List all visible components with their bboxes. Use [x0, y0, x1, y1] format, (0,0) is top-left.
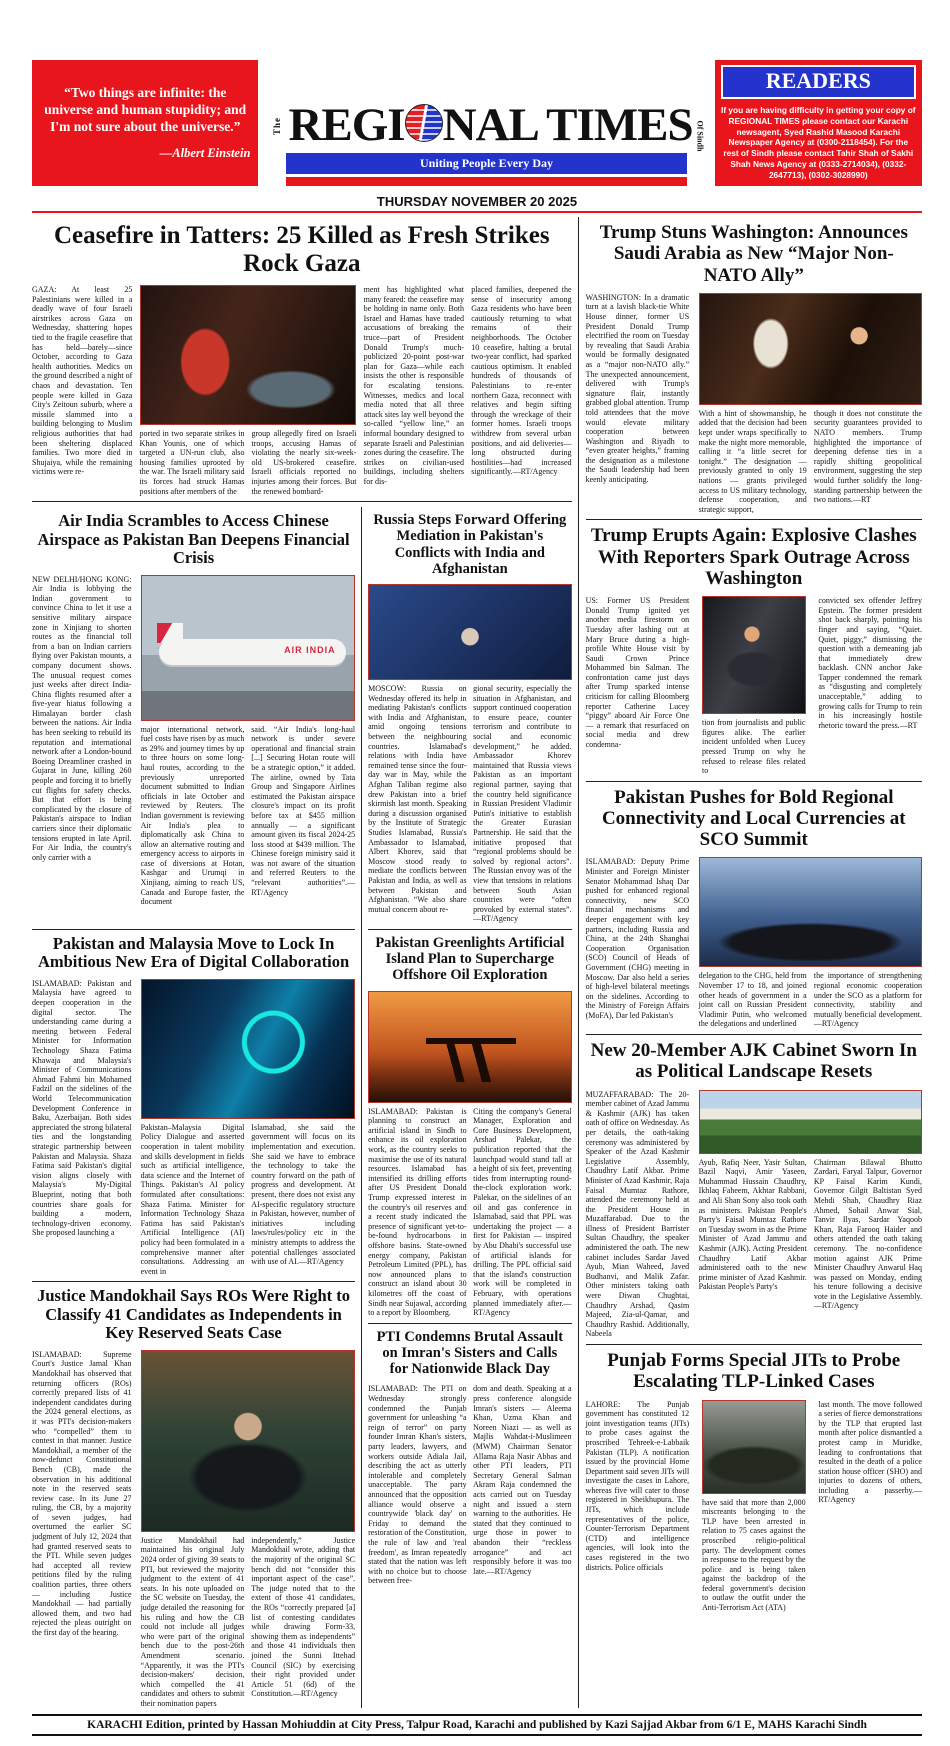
article-gaza — [32, 222, 572, 496]
body-column: NEW DELHI/HONG KONG: Air India is lobbying the Indian government to convince China to let it use a sensitive military airspace zone in Xinjiang to shorten routes as the financial toll from a ban on Indian carriers flying over Pakistan mounts, a company document shows. The unusual request comes just weeks after direct India-China flights resumed after a five-year hiatus following a Himalayan border clash between the nations. Air India has been seeking to rebuild its reputation and international network after a London-bound Boeing Dreamliner crashed in Gujarat in June, killing 260 people and forcing it to briefly cut flights for safety checks. But that effort is being complicated by the closure of Pakistan's airspace to Indian carriers since their diplomatic tensions erupted in late April. For Air India, the country's only carrier with a — [32, 574, 132, 862]
body-column: ISLAMABAD: Deputy Prime Minister and Foreign Minister Senator Mohammad Ishaq Dar pushed for enhanced regional connectivity, new SCO financial mechanisms and deeper engagement with key partners, including Russia and China, at the 24th Shanghai Cooperation Organisation (SCO) Council of Heads of Government (CHG) meeting in Moscow. Dar also held a series of high-level bilateral meetings on the sidelines. According to the Ministry of Foreign Affairs (MoFA), Dar led Pakistan's — [585, 857, 690, 1020]
masthead — [268, 60, 704, 186]
pumpjack-silhouette — [426, 1038, 517, 1082]
section-rule — [586, 1344, 922, 1345]
body-column: Chairman Bilawal Bhutto Zardari, Faryal Talpur, Governor KP Faisal Karim Kundi, Governor Gilgit Baltistan Syed Mehdi Shah, Chaudhry Riaz Ahmed, Sohail Anwar Sial, Tanvir Ilyas, Sardar Yaqoob Khan, Raja Farooq Haider and others attended the oath taking ceremony. The no-confidence motion against AJK Prime Minister Chaudhry Anwarul Haq was passed on Monday, ending his tenure following a decisive vote in the Legislative Assembly.—RT/Agency — [813, 1157, 922, 1311]
newspaper-logo — [268, 99, 705, 152]
body-column: ISLAMABAD: Supreme Court's Justice Jamal Khan Mandokhail has observed that returning officers (ROs) correctly prepared lists of 41 independent candidates during the 2024 general elections, as it was PTI's decision-makers who “compelled” them to contest in that manner. Justice Mandokhail, a member of the now-defunct Constitutional Bench (CB), made the observation in his additional note in the reserved seats review case. In its June 27 ruling, the CB, by a majority of seven judges, had overturned the earlier SC judgment of July 12, 2024 that had granted reserved seats to the PTI. While seven judges had accepted all review petitions filed by the ruling coalition parties, three others — including Justice Mandokhail — had partially allowed them, and two had rejected the pleas outright on the first day of the hearing. — [32, 1349, 132, 1637]
section-rule — [586, 1034, 922, 1035]
body-column: major international network, fuel costs have risen by as much as 29% and journey times by up to three hours on some long-haul routes, according to the previously unreported document submitted to Indian officials in late October and reviewed by Reuters. The Indian government is reviewing Air India's plea to diplomatically ask China to allow an alternative routing and emergency access to airports in case of diversions at Hotan, Kashgar and Urumqi in Xinjiang, aiming to reach US, Canada and Europe faster, the document — [140, 724, 245, 907]
article-punjab-jits — [586, 1350, 922, 1613]
body-column: MOSCOW: Russia on Wednesday offered its help in mediating Pakistan's conflicts with India and Afghanistan, amid ongoing tensions between the neighbouring countries. Islamabad's relations with India have remained tense since the four-day war in May, while the Afghan Taliban regime also drew Pakistan into a brief skirmish last month. Speaking during a discussion organised by the Institute of Strategic Studies Islamabad, Russia's Ambassador to Islamabad, Albert Khorev, said that Moscow stood ready to mediate the conflicts between Pakistan and India, as well as between Pakistan and Afghanistan. “We also share mutual concern about re- — [368, 684, 467, 914]
readers-title: READERS — [721, 65, 916, 99]
article-pti-black-day — [368, 1329, 571, 1586]
left-section — [32, 217, 578, 1708]
globe-icon — [405, 104, 443, 142]
section-rule — [368, 929, 571, 930]
headline-pti: PTI Condemns Brutal Assault on Imran's Sisters and Calls for Nationwide Black Day — [376, 1328, 564, 1378]
body-column: ISLAMABAD: The PTI on Wednesday strongly condemned the Punjab government for unleashing “a reign of terror” on party founder Imran Khan's sisters, party leaders, lawyers, and workers outside Adiala Jail, describing the act as utterly intolerable and completely unacceptable. The party announced that the opposition alliance would observe a countrywide 'black day' on Friday to demand the restoration of the Constitution, the rule of law and 'real freedom', as Imran repeatedly stated that the nation was left with no choice but to choose between free- — [368, 1384, 467, 1586]
riot-police-photo — [702, 1400, 806, 1494]
article-trump-reporters — [586, 525, 922, 775]
date-rule — [32, 211, 922, 213]
body-column: tion from journalists and public figures alike. The earlier incident unfolded when Lucey pressed Trump on why he refused to release files related to — [701, 718, 806, 776]
imprint-line: KARACHI Edition, printed by Hassan Mohiuddin at City Press, Talpur Road, Karachi and published by Kazi Sajjad Akbar from 6/1 E, MAHS Karachi Sindh — [32, 1714, 922, 1736]
body-column: GAZA: At least 25 Palestinians were killed in a deadly wave of four Israeli airstrikes across Gaza on Wednesday, shattering hopes tied to the fragile ceasefire that has held—barely—since October, according to Gaza health authorities. Medics on the ground described a night of chaos and devastation. Ten people were killed in Gaza City's Zeitoun suburb, where a missile slammed into a building belonging to Muslim religious authorities that had been sheltering displaced families. Two more died in Shujaiya, while the remaining victims were re- — [32, 285, 133, 477]
page-content — [32, 217, 922, 1708]
article-trump-saudi — [586, 222, 922, 514]
trump-press-photo — [702, 596, 806, 714]
section-rule — [32, 929, 355, 930]
oil-pumpjack-photo — [368, 991, 571, 1103]
body-column: Justice Mandokhail had maintained his original July 2024 order of giving 39 seats to PTI, but reviewed the majority judgment to the extent of 41 seats. In his note uploaded on the SC website on Tuesday, the judge detailed the reasoning for his ruling and how the CB could not include all judges who were part of the original bench due to the post-26th Amendment scenario. “Apparently, it was the PTI's decision-makers' decision, which compelled the 41 candidates and others to submit their nomination papers — [140, 1535, 245, 1708]
body-column: ported in two separate strikes in Khan Younis, one of which targeted a UN-run club, also housing families uprooted by the war. The Israeli military said its forces had struck Hamas positions after members of the — [139, 429, 245, 496]
right-section — [578, 217, 922, 1708]
headline-pak-malaysia: Pakistan and Malaysia Move to Lock In Ambitious New Era of Digital Collaboration — [37, 933, 350, 972]
quote-author: —Albert Einstein — [159, 145, 251, 160]
section-rule — [586, 781, 922, 782]
headline-punjab: Punjab Forms Special JITs to Probe Escalating TLP-Linked Cases — [607, 1350, 901, 1393]
quote-box — [32, 60, 258, 186]
article-air-india — [32, 512, 355, 907]
headline-offshore: Pakistan Greenlights Artificial Island Plan to Supercharge Offshore Oil Exploration — [375, 934, 565, 984]
article-russia-mediation — [368, 512, 571, 924]
headline-air-india: Air India Scrambles to Access Chinese Airspace as Pakistan Ban Deepens Financial Crisis — [37, 511, 350, 568]
section-rule — [586, 519, 922, 520]
body-column: placed families, deepened the sense of insecurity among Gaza residents who have been cautiously returning to what remains of their neighborhoods. The October 10 ceasefire, halting a brutal two-year conflict, had sparked cautious optimism. It enabled hundreds of thousands of Palestinians to re-enter northern Gaza, reconnect with relatives and begin sifting through the wreckage of their former homes. Israeli troops withdrew from several urban positions, and aid deliveries—long obstructed during hostilities—had increased significantly.—RT/Agency — [471, 285, 572, 477]
body-column: though it does not constitute the security guarantees provided to NATO members. Trump highlighted the importance of deepening defense ties in a rapidly shifting geopolitical environment, suggesting the step would further solidify the long-standing partnership between the two nations.—RT — [813, 408, 922, 505]
headline-sco: Pakistan Pushes for Bold Regional Connectivity and Local Currencies at SCO Summit — [601, 786, 906, 851]
headline-mandokhail: Justice Mandokhail Says ROs Were Right to Classify 41 Candidates as Independents in Key Reserved Seats Case — [37, 1286, 351, 1343]
plane-livery-text: AIR INDIA — [284, 644, 336, 655]
logo-the-label: The — [272, 116, 283, 135]
tagline-bar: Uniting People Every Day — [286, 153, 687, 174]
body-column: the importance of strengthening regional economic cooperation under the SCO as a platform for connectivity, stability and mutually beneficial development.—RT/Agency — [813, 971, 922, 1029]
headline-russia: Russia Steps Forward Offering Mediation in Pakistan's Conflicts with India and Afghanistan — [373, 512, 567, 577]
masthead-bar — [32, 60, 922, 186]
body-column: WASHINGTON: In a dramatic turn at a lavish black-tie White House dinner, former US President Donald Trump electrified the room on Tuesday by revealing that Saudi Arabia would be formally designated as a “major non-NATO ally.” The unexpected announcement, delivered with Trump's signature flair, instantly grabbed global attention. Trump told attendees that the move would elevate military cooperation between Washington and Riyadh to “even greater heights,” framing the designation as a milestone the Saudi leadership had been keenly anticipating. — [585, 292, 690, 485]
article-ajk-cabinet — [586, 1040, 922, 1339]
body-column: gional security, especially the situation in Afghanistan, and support continued cooperation to ensure peace, counter terrorism and contribute to social and economic development,” he added. Ambassador Khorev maintained that Russia views Pakistan as an important regional partner, saying that the country held significance in Russian President Vladimir Putin's initiative to establish the Greater Eurasian Partnership. He said that the initiative proposed that “regional problems should be solved by regional actors”. The Russian envoy was of the view that tensions in relations between South Asian countries were “often provoked by external states”.—RT/Agency — [473, 684, 572, 924]
logo-of-sindh-label: Of Sindh — [695, 120, 705, 152]
body-column: independently,” Justice Mandokhail wrote, adding that the majority of the original SC bench did not “consider this important aspect of the case”. The judge noted that to the extent of those 41 candidates, the ROs “correctly prepared [a] list of contesting candidates while drawing Form-33, showing them as independents” and those 41 individuals then joined the Sunni Ittehad Council (SIC) by exercising their right provided under Article 51 (6d) of the Constitution.—RT/Agency — [251, 1535, 356, 1699]
body-column: Ayub, Rafiq Neer, Yasir Sultan, Bazil Naqvi, Amir Yaseen, Muhammad Hussain Chaudhry, Ikhlaq Faheem, Akhtar Rabbani, and Ali Shan Sony also took oath as ministers. Pakistan People's Party's Faisal Mumtaz Rathore on Tuesday sworn in as the Prime Minister of Azad Jammu and Kashmir (AJK). Acting President Chaudhry Latif Akbar administered oath to the new prime minister of Azad Kashmir. Pakistan People's Party's — [698, 1157, 807, 1292]
headline-trump-saudi: Trump Stuns Washington: Announces Saudi Arabia as New “Major Non-NATO Ally” — [599, 222, 908, 286]
article-offshore-oil — [368, 935, 571, 1318]
body-column: US: Former US President Donald Trump ignited yet another media firestorm on Tuesday after lashing out at Mary Bruce during a high-profile White House visit by Saudi Crown Prince Mohammed bin Salman. The confrontation came just days after Trump sparked intense criticism for calling Bloomberg reporter Catherine Lucey “piggy” aboard Air Force One — a remark that resurfaced on social media and drew condemna- — [585, 596, 690, 750]
body-column: With a hint of showmanship, he added that the decision had been kept under wraps specifically to make the night more memorable, calling it “a little secret for tonight.” The designation — previously granted to only 19 nations — grants privileged access to US military technology, defense cooperation, and strategic support, — [698, 408, 807, 514]
body-column: ISLAMABAD: Pakistan and Malaysia have agreed to deepen cooperation in the digital sector. The understanding came during a meeting between Federal Minister for Information Technology Shaza Fatima Khawaja and Malaysia's Minister of Communications Ahmad Fahmi bin Mohamed Fadzil on the sidelines of the World Telecommunication Development Conference in Baku, Azerbaijan. Both sides appreciated the strong bilateral ties and the longstanding strategic partnership between Pakistan and Malaysia. Shaza Fatima said Pakistan's digital vision aligns closely with Malaysia's My-Digital Blueprint, noting that both countries share goals for building a modern, technology-driven economy. She proposed launching a — [32, 978, 132, 1238]
article-mandokhail — [32, 1287, 355, 1708]
readers-text: If you are having difficulty in getting your copy of REGIONAL TIMES please contact our Karachi newsagent, Syed Rashid Masood Karachi Newspaper Agency at (0300-2118454). For the rest of Sindh please contact Tahir Shah of Sakhi Shah News Agency at (0333-2714034), (0332-2647713), (0302-3028990) — [721, 105, 916, 180]
section-rule — [32, 501, 572, 502]
headline-gaza: Ceasefire in Tatters: 25 Killed as Fresh Strikes Rock Gaza — [53, 222, 550, 277]
body-column: said. “Air India's long-haul network is under severe operational and financial strain [...] Securing Hotan route will be a strategic option,” it added. The airline, owned by Tata Group and Singapore Airlines estimated the Pakistan airspace closure's impact on its profit before tax at $455 million annually — a significant amount given its fiscal 2024-25 loss stood at $439 million. The Chinese foreign ministry said it was not aware of the situation and referred Reuters to the “relevant authorities”.—RT/Agency — [251, 724, 356, 897]
headline-ajk: New 20-Member AJK Cabinet Sworn In as Political Landscape Resets — [590, 1040, 917, 1083]
body-column: Citing the company's General Manager, Exploration and Core Business Development, Arshad Palekar, the publication reported that the launchpad would stand tall at a height of six feet, preventing tides from interrupting round-the-clock exploration work. Palekar, on the sidelines of an oil and gas conference in Islamabad, said that PPL was undertaking the project — a first for Pakistan — inspired by Abu Dhabi's successful use of artificial islands for drilling. The PPL official said that the island's construction work will be completed in February, with operations planned immediately after.—RT/Agency — [473, 1106, 572, 1318]
body-column: Pakistan–Malaysia Digital Policy Dialogue and asserted cooperation in talent mobility and skills development in fields such as artificial intelligence, data science and the Internet of Things. Pakistan's AI policy formulated after consultations: Shaza Fatima. Minister for Information Technology Shaza Fatima has said Pakistan's Artificial Intelligence (AI) policy had been formulated in a comprehensive manner after consultations. Addressing an event in — [140, 1122, 245, 1276]
article-sco-summit — [586, 787, 922, 1029]
headline-trump-reporters: Trump Erupts Again: Explosive Clashes With Reporters Spark Outrage Across Washington — [590, 525, 917, 589]
body-column: Islamabad, she said the government will focus on its implementation and execution. She said we have to embrace the technology to take the country forward on the path of progress and development. At present, there does not exist any AI-specific regulatory structure in Pakistan, however, number of initiatives including laws/rules/policy etc in the ministry attempts to address the potential challenges associated with use of AI.—RT/Agency — [251, 1122, 356, 1267]
white-house-dinner-photo — [699, 293, 922, 405]
body-column: have said that more than 2,000 miscreants belonging to the TLP have been arrested in relation to 75 cases against the proscribed religio-political party. The development comes in response to the request by the police and is being taken against the backdrop of the federal government's decision to outlaw the outfit under the Anti-Terrorism Act (ATA) — [701, 1497, 806, 1613]
quote-text: “Two things are infinite: the universe and human stupidity; and I'm not sure about the universe.” — [44, 85, 247, 134]
title-part1: REGI — [288, 99, 405, 151]
digital-dashboard-photo — [141, 979, 356, 1119]
body-column: convicted sex offender Jeffrey Epstein. The former president shot back sharply, pointing his finger and saying, “Quiet. Quiet, piggy,” dismissing the question with a demeaning jab that immediately drew backlash. CNN anchor Jake Tapper condemned the remark as “disgusting and completely unacceptable,” adding to growing calls for Trump to rein in his increasingly hostile rhetoric toward the press.—RT — [818, 596, 922, 730]
justice-mandokhail-photo — [141, 1350, 356, 1532]
section-rule — [32, 1281, 355, 1282]
masthead-red-bar — [286, 177, 687, 186]
body-column: last month. The move followed a series of fierce demonstrations by the TLP that erupted last month after police dismantled a protest camp in Muridke, leading to confrontations that resulted in the death of a police station house officer (SHO) and injuries to dozens of others, including a passerby.—RT/Agency — [818, 1399, 922, 1505]
plane-shape — [159, 639, 346, 665]
readers-box — [715, 60, 922, 186]
president-house-photo — [699, 1090, 922, 1154]
air-india-plane-photo — [141, 575, 356, 721]
gaza-rescue-photo — [140, 285, 357, 425]
dateline: THURSDAY NOVEMBER 20 2025 — [376, 194, 578, 209]
body-column: delegation to the CHG, held from November 17 to 18, and joined other heads of government in a joint call on Russian President Vladimir Putin, who welcomed the delegations and underlined — [698, 971, 807, 1029]
body-column: ment has highlighted what many feared: the ceasefire may be holding in name only. Both Israel and Hamas have traded accusations of breaking the truce—part of President Donald Trump's much-publicized 20-point post-war plan for Gaza—while each insists the other is responsible for escalating tensions. Witnesses, medics and local media noted that all three attack sites lay well beyond the so-called “yellow line,” an informal boundary designed to separate Israeli and Palestinian zones during the ceasefire. The strikes on civilian-used buildings, including shelters for dis- — [363, 285, 464, 486]
section-rule — [368, 1323, 571, 1324]
body-column: MUZAFFARABAD: The 20-member cabinet of Azad Jammu & Kashmir (AJK) has taken oath of office on Wednesday. As per details, the oath-taking ceremony was administered by Speaker of the Azad Kashmir Legislative Assembly, Chaudhry Latif Akbar. Prime Minister of Azad Kashmir, Raja Faisal Mumtaz Rathore, attended the ceremony held at the President House in Muzaffarabad. Due to the illness of President Barrister Sultan Chaudhry, the speaker administered the oath. The new cabinet includes Sardar Javed Ayub, Mian Waheed, Javed Budhanvi, and Malik Zafar. Other ministers taking oath were Diwan Chughtai, Chaudhry Arshad, Qasim Majeed, Zia-ul-Qamar, and Chaudhry Rashid. Additionally, Nabeela — [585, 1089, 690, 1339]
article-pak-malaysia-digital — [32, 935, 355, 1276]
russian-ambassador-photo — [368, 584, 571, 680]
body-column: ISLAMABAD: Pakistan is planning to construct an artificial island in Sindh to enhance its oil exploration work, as the country seeks to maximise the use of its natural resources. Islamabad has intensified its drilling efforts after US President Donald Trump expressed interest in the country's oil reserves and a recent study indicated the presence of significant yet-to-be-found hydrocarbons in offshore basins. State-owned energy company, Pakistan Petroleum Limited (PPL), has now announced plans to construct an island about 30 kilometres off the coast of Sindh near Sujawal, according to a report by Bloomberg. — [368, 1106, 467, 1318]
body-column: dom and death. Speaking at a press conference alongside Imran's sisters — Aleema Khan, Uzma Khan and Noreen Niazi — as well as Majlis Wahdat-i-Muslimeen (MWM) Chairman Senator Allama Raja Nasir Abbas and other PTI leaders, PTI Secretary General Salman Akram Raja condemned the acts carried out on Tuesday night and issued a stern warning to the authorities. He stated that they continued to urge those in power to abandon their “reckless arrogance” and act responsibly before it was too late.—RT/Agency — [473, 1384, 572, 1576]
title-part2: NAL TIMES — [442, 99, 693, 151]
body-column: LAHORE: The Punjab government has constituted 12 joint investigation teams (JITs) to probe cases against the proscribed Tehreek-e-Labbaik Pakistan (TLP). A notification issued by the provincial Home Department said seven JITs will investigate the cases in Lahore, whereas five will cater to those registered in Sheikhupura. The JITs, which include representatives of the police, Counter-Terrorism Department (CTD) and intelligence agencies, will look into the cases registered in the two districts. Police officials — [585, 1399, 690, 1572]
sco-delegates-photo — [699, 857, 922, 967]
body-column: group allegedly fired on Israeli troops, accusing Hamas of violating the nearly six-week-old US-brokered ceasefire. Israeli officials reported no injuries among their forces. But the renewed bombard- — [251, 429, 357, 496]
newspaper-title — [288, 99, 693, 151]
